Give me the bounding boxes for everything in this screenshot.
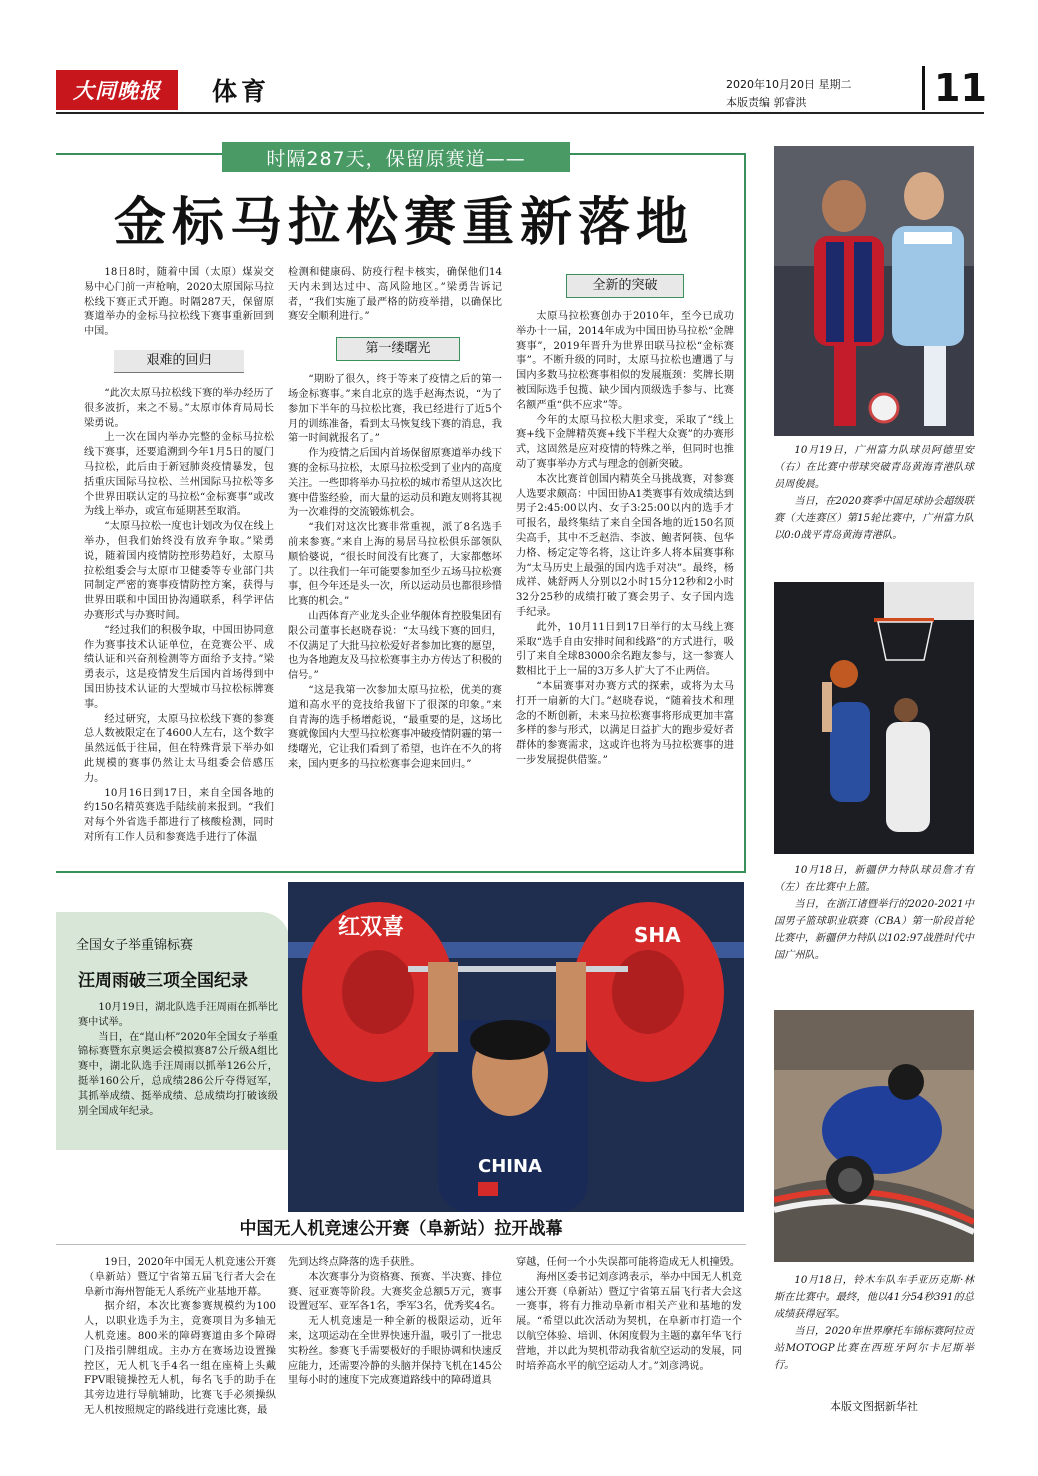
paragraph: 19日，2020年中国无人机竞速公开赛（阜新站）暨辽宁省第五届飞行者大会在阜新市海州智能无人系统产业基地开幕。 [84, 1257, 276, 1298]
drone-article-title: 中国无人机竞速公开赛（阜新站）拉开战幕 [239, 1219, 563, 1239]
paragraph: 太原马拉松赛创办于2010年，至今已成功举办十一届，2014年成为中国田协马拉松“金牌赛事”，2019年晋升为世界田联马拉松“金标赛事”。不断升级的同时，太原马拉松也遭遇了与国内多数马拉松赛事相似的发展瓶颈：奖牌长期被国际选手包揽、缺少国内顶级选手参与、比赛名额严重“供不应求”等。 [516, 311, 734, 411]
basketball-caption [774, 862, 974, 964]
paragraph: 本次赛事分为资格赛、预赛、半决赛、排位赛、冠亚赛等阶段。大赛奖金总额5万元，赛事设置冠军、亚军各1名，季军3名，优秀奖4名。 [288, 1271, 502, 1313]
drone-column-2 [288, 1256, 502, 1389]
basketball-photo [774, 582, 974, 854]
drone-column-3 [516, 1256, 742, 1374]
paragraph: 本次比赛首创国内精英全马挑战赛，对参赛人选要求颇高：中国田协A1类赛事有效成绩达到男子2:45:00以内、女子3:25:00以内的选手才可报名，最终集结了来自全国各地的近150名顶尖高手，其中不乏赵浩、李波、鲍者阿筷、包华力格、杨定定等名将，这让许多人将本届赛事称为“太马历史上最强的国内选手对决”。最终，杨成祥、姚舒两人分别以2小时15分12秒和2小时32分25秒的成绩打破了赛会男子、女子国内选手纪录。 [516, 473, 734, 618]
column-1-body [84, 387, 274, 846]
motogp-illustration [774, 1010, 974, 1262]
caption-line: 10月18日，铃木车队车手亚历克斯·林斯在比赛中。最终，他以41分54秒391的总成绩获得冠军。 [774, 1275, 974, 1320]
caption-line: 10月18日，新疆伊力特队球员詹才有（左）在比赛中上篮。 [774, 865, 974, 893]
subhead-breakthrough: 全新的突破 [566, 274, 684, 298]
weightlifting-text [78, 1001, 278, 1119]
paragraph: “太原马拉松一度也计划改为仅在线上举办，但我们始终没有放弃争取。”梁勇说，随着国内疫情防控形势趋好，太原马拉松组委会与太原市卫健委等专业部门共同制定严密的赛事疫情防控方案，获得与世界田联和中国田协沟通联系，科学评估办赛形式与办赛时间。 [84, 521, 274, 621]
article-headline: 金标马拉松赛重新落地 [113, 193, 694, 253]
plate-brand-right: SHA [634, 923, 681, 947]
issue-date: 2020年10月20日 星期二 [726, 78, 852, 91]
subhead-first-light: 第一缕曙光 [336, 337, 460, 361]
paragraph: 今年的太原马拉松大胆求变，采取了“线上赛+线下金牌精英赛+线下半程大众赛”的办赛形式，这固然是应对疫情的特殊之举，但同时也推动了赛事举办方式与理念的创新突破。 [516, 414, 734, 470]
plate-brand-left: 红双喜 [338, 915, 405, 940]
caption-line: 10月19日，广州富力队球员阿德里安（右）在比赛中带球突破青岛黄海青港队球员周俊晨。 [774, 445, 974, 490]
paragraph: 山西体育产业龙头企业华舰体育控股集团有限公司董事长赵晓春说：“太马线下赛的回归，不仅满足了大批马拉松爱好者参加比赛的愿望，也为各地跑友及马拉松赛事主办方传达了积极的信号。” [288, 610, 502, 682]
header-rule [56, 112, 984, 114]
article-column-3 [516, 274, 734, 769]
caption-line: 当日，2020年世界摩托车锦标赛阿拉贡站MOTOGP比赛在西班牙阿尔卡尼斯举行。 [774, 1326, 974, 1371]
article-kicker: 时隔287天，保留原赛道—— [222, 142, 570, 172]
paragraph: “本届赛事对办赛方式的探索，或将为太马打开一扇新的大门。”赵晓春说，“随着技术和理念的不断创新，未来马拉松赛事将形成更加丰富多样的参与形式，以满足日益扩大的跑步爱好者群体的参赛需求，这或许也将为马拉松赛事的进一步发展提供借鉴。” [516, 680, 734, 766]
paragraph: 此外，10月11日到17日举行的太马线上赛采取“选手自由安排时间和线路”的方式进行，吸引了来自全球83000余名跑友参与，这一参赛人数相比于上一届的3万多人扩大了不止两倍。 [516, 621, 734, 678]
photo-credit: 本版文图据新华社 [830, 1400, 918, 1413]
motogp-caption [774, 1272, 974, 1374]
paragraph: 穿越，任何一个小失误都可能将造成无人机撞毁。 [516, 1257, 741, 1268]
paragraph: 先到达终点降落的选手获胜。 [288, 1257, 421, 1268]
paragraph: “经过我们的积极争取，中国田协同意作为赛事技术认证单位，在竞赛公平、成绩认证和兴奋剂检测等方面给予支持。”梁勇表示，这是疫情发生后国内首场得到中国田协技术认证的大型城市马拉松标牌赛事。 [84, 624, 274, 710]
paragraph: 海州区委书记刘彦鸿表示，举办中国无人机竞速公开赛（阜新站）暨辽宁省第五届飞行者大会这一赛事，将有力推动阜新市相关产业和基地的发展。“希望以此次活动为契机，在阜新市打造一个以航空体验、培训、休闲度假为主题的嘉年华飞行营地，并以此为契机带动我省航空运动的发展，同时培养高水平的航空运动人才。”刘彦鸿说。 [516, 1271, 742, 1372]
football-photo [774, 146, 974, 436]
section-title: 体育 [212, 77, 271, 106]
caption-line: 当日，在浙江诸暨举行的2020-2021中国男子篮球职业联赛（CBA）第一阶段首轮比赛中，新疆伊力特队以102:97战胜时代中国广州队。 [774, 899, 974, 961]
paragraph: “我们对这次比赛非常重视，派了8名选手前来参赛。”来自上海的易居马拉松俱乐部领队顺恰婆说，“很长时间没有比赛了，大家都憋坏了。以往我们一年可能要参加至少五场马拉松赛事，但今年还是头一次，所以运动员也都很珍惜比赛的机会。” [288, 522, 502, 608]
football-caption [774, 442, 974, 544]
motogp-photo [774, 1010, 974, 1262]
jersey-text: CHINA [478, 1156, 542, 1177]
paragraph: “期盼了很久，终于等来了疫情之后的第一场金标赛事。”来自北京的选手赵海杰说，“为了参加下半年的马拉松比赛，我已经进行了近5个月的训练准备，看到太马恢复线下赛的消息，我第一时间就报名了。” [288, 374, 502, 445]
weightlifting-illustration [288, 882, 744, 1212]
article-column-2 [288, 266, 502, 773]
paragraph: 无人机竞速是一种全新的极限运动，近年来，这项运动在全世界快速升温，吸引了一批忠实粉丝。参赛飞手需要极好的手眼协调和快速反应能力，还需要冷静的头脑并保持飞机在145公里每小时的速度下完成赛道路线中的障碍道具 [288, 1316, 502, 1387]
caption-line: 当日，在2020赛季中国足球协会超级联赛（大连赛区）第15轮比赛中，广州富力队以0:0战平青岛黄海青港队。 [774, 496, 974, 541]
page-editor: 本版责编 郭睿洪 [726, 96, 807, 109]
paragraph: 经过研究，太原马拉松线下赛的参赛总人数被限定在了4600人左右，这个数字虽然远低于往届，但在特殊背景下举办如此规模的赛事仍然让太马组委会倍感压力。 [84, 713, 274, 784]
page-number: 11 [934, 66, 987, 110]
paragraph: 检测和健康码、防疫行程卡核实，确保他们14天内未到达过中、高风险地区。”梁勇告诉记者，“我们实施了最严格的防疫举措，以确保比赛安全顺利进行。” [288, 267, 502, 323]
subhead-return: 艰难的回归 [114, 350, 244, 373]
paragraph: 上一次在国内举办完整的金标马拉松线下赛事，还要追溯到今年1月5日的厦门马拉松，此后由于新冠肺炎疫情暴发，包括重庆国际马拉松、兰州国际马拉松等多个世界田联认定的马拉松“金标赛事”或改为线上举办，或宣布延期甚至取消。 [84, 432, 274, 518]
page-number-divider [922, 66, 925, 110]
weightlifting-photo [288, 882, 744, 1212]
basketball-illustration [774, 582, 974, 854]
paragraph: 作为疫情之后国内首场保留原赛道举办线下赛的金标马拉松，太原马拉松受到了业内的高度关注。一些即将举办马拉松的城市希望从这次比赛中借鉴经验，而大量的运动员和跑友则将其视为一次难得的交流锻炼机会。 [288, 448, 502, 519]
article-column-1 [84, 266, 274, 846]
paragraph: 当日，在“崑山杯”2020年全国女子举重锦标赛暨东京奥运会模拟赛87公斤级A组比赛中，湖北队选手汪周雨以抓举126公斤，挺举160公斤，总成绩286公斤夺得冠军，其抓举成绩、挺举成绩、总成绩均打破该级别全国成年纪录。 [78, 1031, 278, 1117]
football-illustration [774, 146, 974, 436]
paragraph: “这是我第一次参加太原马拉松，优美的赛道和高水平的竞技给我留下了很深的印象。”来自青海的选手杨增彪说，“最重要的是，这场比赛就像国内大型马拉松赛事冲破疫情阴霾的第一缕曙光，它让我们看到了希望，也许在不久的将来，国内更多的马拉松赛事会迎来回归。” [288, 684, 502, 770]
paragraph: 10月16日到17日，来自全国各地的约150名精英赛选手陆续前来报到。“我们对每个外省选手都进行了核酸检测，同时对所有工作人员和参赛选手进行了体温 [84, 787, 274, 843]
weightlifting-event: 全国女子举重锦标赛 [76, 938, 194, 953]
article-lead: 18日8时，随着中国（太原）煤炭交易中心门前一声枪响，2020太原国际马拉松线下赛正式开跑。时隔287天，保留原赛道举办的金标马拉松线下赛事重新回到中国。 [84, 267, 274, 338]
weightlifting-title: 汪周雨破三项全国纪录 [78, 971, 248, 991]
column-2-body [288, 373, 502, 773]
paragraph: 10月19日，湖北队选手汪周雨在抓举比赛中试举。 [78, 1002, 278, 1028]
column-3-body [516, 310, 734, 769]
paragraph: 据介绍，本次比赛参赛规模约为100人，以职业选手为主，竞赛项目为多轴无人机竞速。800米的障碍赛道由多个障碍门及指引牌组成。主办方在赛场边设置操控区，无人机飞手4名一组在座椅上头戴FPV眼镜操控无人机，每名飞手的助手在其旁边进行导航辅助，比赛飞手必须操纵无人机按照规定的路线进行竞速比赛，最 [84, 1301, 276, 1416]
drone-title-rule [56, 1244, 746, 1245]
masthead-logo: 大同晚报 [56, 70, 178, 110]
paragraph: “此次太原马拉松线下赛的举办经历了很多波折，来之不易。”太原市体育局局长梁勇说。 [84, 387, 274, 429]
drone-column-1 [84, 1256, 276, 1419]
